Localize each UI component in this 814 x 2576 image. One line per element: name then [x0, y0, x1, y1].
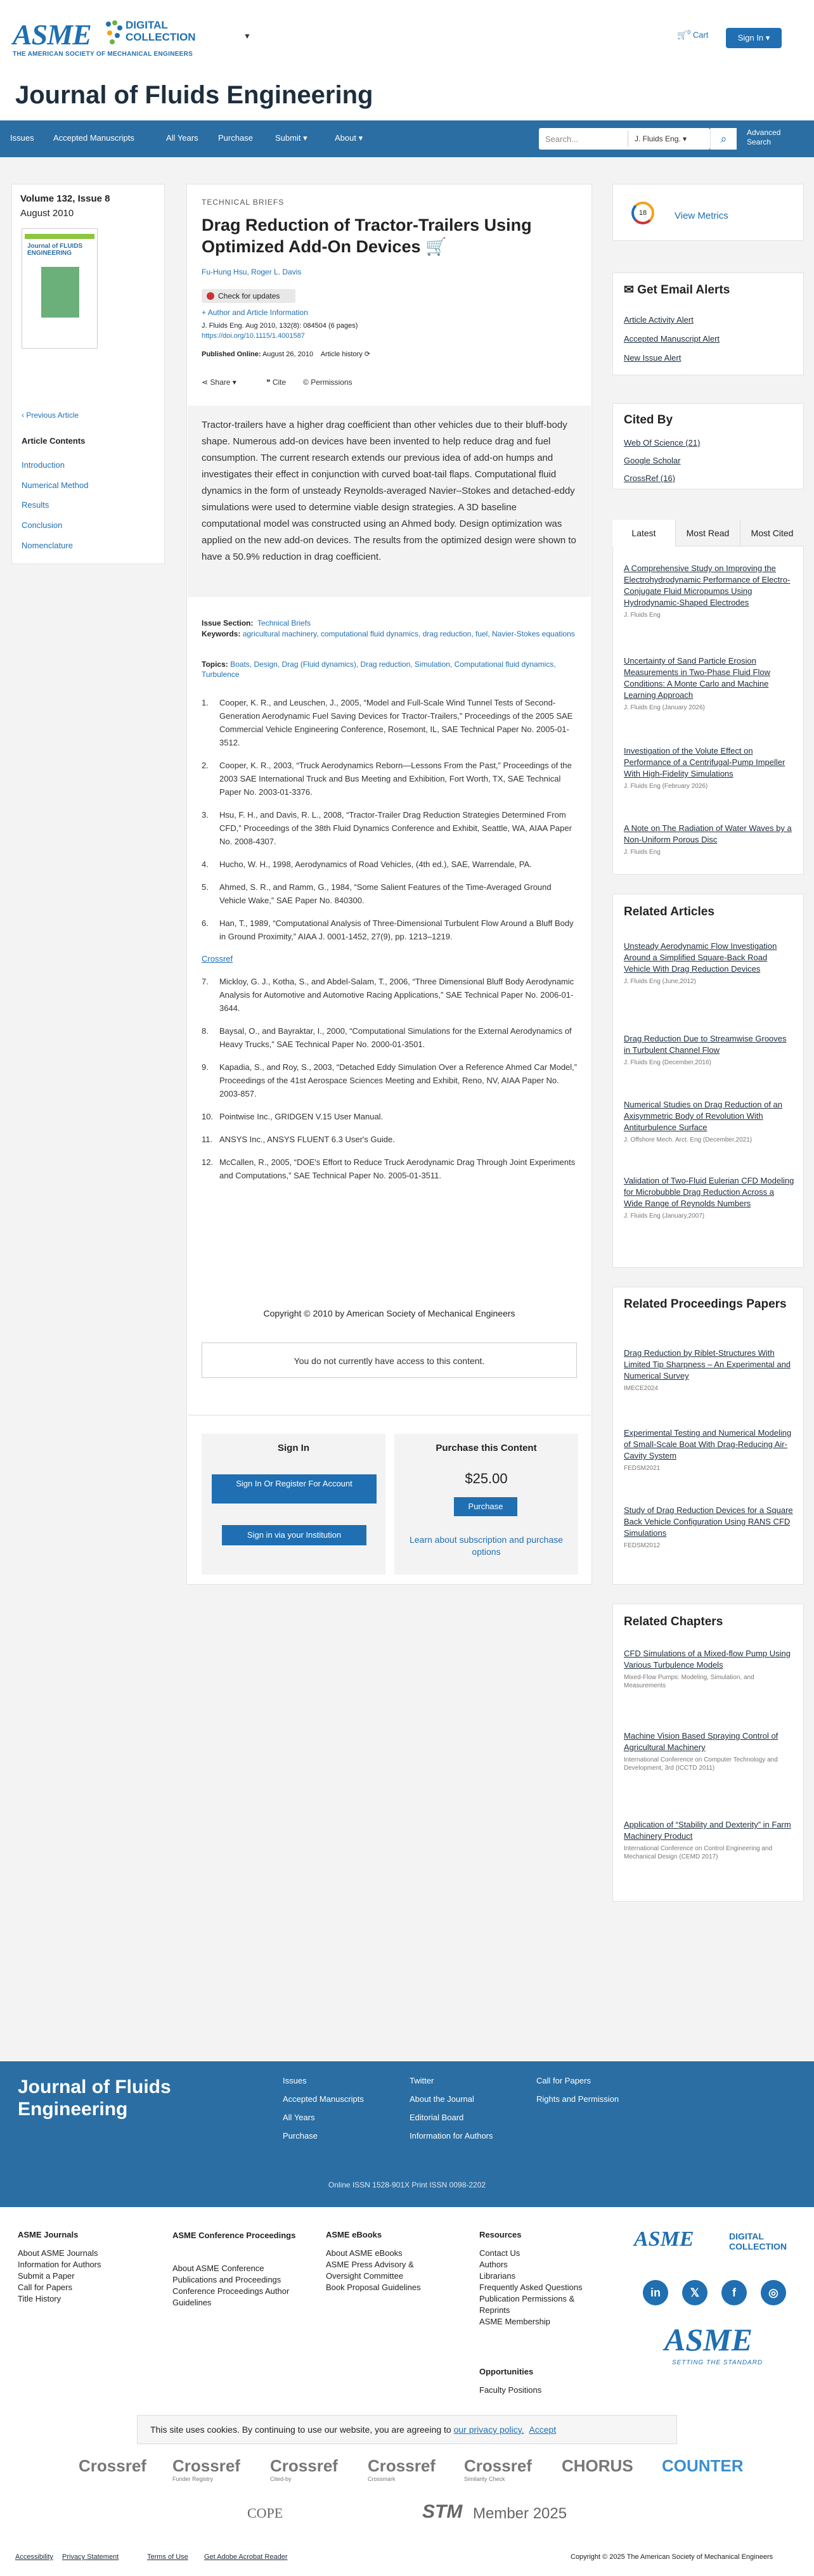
permissions-button[interactable]: © Permissions [303, 378, 352, 387]
article-history-link[interactable]: Article history [320, 351, 363, 358]
asme-main-logo: ASME [664, 2322, 753, 2357]
nav-issues[interactable]: Issues [10, 133, 34, 143]
footer-link[interactable]: Issues [283, 2076, 307, 2085]
reference-item: 5. Ahmed, S. R., and Ramm, G., 1984, “Some Salient Features of the Time-Averaged Ground Vehicle Wake,” SAE Paper No. 840300. [202, 882, 552, 905]
nav-submit[interactable]: Submit ▾ [275, 133, 307, 143]
toc-conclusion[interactable]: Conclusion [22, 520, 63, 530]
facebook-icon[interactable]: f [721, 2280, 747, 2305]
footer-journals-list: About ASME Journals Information for Authors Submit a Paper Call for Papers Title History [18, 2248, 101, 2303]
stm-logo[interactable]: STM [422, 2501, 463, 2522]
crossmark-logo[interactable]: Crossref Crossmark [368, 2456, 436, 2482]
nav-accepted-manuscripts[interactable]: Accepted Manuscripts [53, 133, 134, 143]
reference-item: 6. Han, T., 1989, “Computational Analysis of Three-Dimensional Turbulent Flow Around a Bluff Body in Ground Proximity,” AIAA J. 0001-1452, 27(9), pp. 1213–1219. Crossref [202, 917, 578, 965]
footer-journal-title: Journal of Fluids Engineering [18, 2077, 171, 2120]
doi-link[interactable]: https://doi.org/10.1115/1.4001587 [202, 332, 305, 340]
list-item: Numerical Studies on Drag Reduction of an Axisymmetric Body of Revolution With Antiturbulence Surface J. Offshore Mech. Arct. Eng (December,2021) [624, 1100, 783, 1143]
purchase-button[interactable]: Purchase [454, 1497, 517, 1516]
footer-link[interactable]: Information for Authors [410, 2131, 493, 2141]
nav-purchase[interactable]: Purchase [218, 133, 253, 143]
issn: Online ISSN 1528-901X Print ISSN 0098-2202 [328, 2180, 486, 2189]
nav-about[interactable]: About ▾ [335, 133, 363, 143]
terms-link[interactable]: Terms of Use [147, 2553, 188, 2561]
references-list [202, 696, 578, 1192]
search-input[interactable]: Search... [545, 134, 579, 144]
list-item: Uncertainty of Sand Particle Erosion Measurements in Two-Phase Fluid Flow Conditions: A Monte Carlo and Machine Learning Approach J. Fluids Eng (January 2026) [624, 656, 770, 711]
institution-sign-in-button[interactable]: Sign in via your Institution [222, 1525, 366, 1545]
logo-digital-collection: DIGITAL COLLECTION [126, 19, 196, 43]
footer-conf-heading: ASME Conference Proceedings [172, 2231, 296, 2240]
footer-resources-list: Contact Us Authors Librarians Frequently Asked Questions Publication Permissions & Reprints ASME Membership [479, 2248, 583, 2326]
reference-item: 1. Cooper, K. R., and Leuschen, J., 2005, “Model and Full-Scale Wind Tunnel Tests of Second-Generation Aerodynamic Fuel Saving Devices for Tractor-Trailers,” Proceedings of the 2005 SAE Commercial Vehicle Engineering Conference, Rosemont, IL, SAE Technical Paper No. 2005-01-3512. [202, 698, 573, 747]
linkedin-icon[interactable]: in [643, 2280, 668, 2305]
alert-accepted-manuscript[interactable]: Accepted Manuscript Alert [624, 334, 720, 344]
footer-link[interactable]: Accepted Manuscripts [283, 2094, 364, 2104]
citation-line: J. Fluids Eng. Aug 2010, 132(8): 084504 (6 pages) [202, 322, 358, 330]
quote-icon: ❝ [266, 378, 271, 387]
cart-link[interactable]: 🛒$^0$ Cart [677, 29, 709, 40]
logo-dots-icon [105, 19, 124, 47]
toc-nomenclature[interactable]: Nomenclature [22, 541, 73, 550]
cookie-banner: This site uses cookies. By continuing to use our website, you are agreeing to our privacy policy. Accept [137, 2415, 677, 2444]
authors[interactable]: Fu-Hung Hsu, Roger L. Davis [202, 267, 302, 276]
issue-volume[interactable]: Volume 132, Issue 8 [20, 193, 110, 204]
toc-results[interactable]: Results [22, 500, 49, 510]
accept-cookies-button[interactable]: Accept [529, 2425, 557, 2435]
share-button[interactable]: ⋖ Share ▾ [202, 378, 236, 387]
footer-resources-heading: Resources [479, 2230, 522, 2239]
footer-ebooks-list: About ASME eBooks ASME Press Advisory & Oversight Committee Book Proposal Guidelines [326, 2248, 421, 2292]
search-scope-select[interactable]: J. Fluids Eng. ▾ [628, 131, 710, 147]
instagram-icon[interactable]: ◎ [761, 2280, 786, 2305]
price: $25.00 [465, 1471, 508, 1486]
reference-item: 12. McCallen, R., 2005, “DOE's Effort to Reduce Truck Aerodynamic Drag Through Joint Experiments and Computations,” SAE Technical Paper No. 2005-01-3511. [202, 1157, 576, 1180]
reference-item: 7. Mickloy, G. J., Kotha, S., and Abdel-Salam, T., 2006, “Three Dimensional Bluff Body Aerodynamic Analysis for Automotive and Automotive Racing Applications,” SAE Technical Paper No. 2006-01-3644. [202, 977, 574, 1013]
list-item: Validation of Two-Fluid Eulerian CFD Modeling for Microbubble Drag Reduction Across a Wide Range of Reynolds Numbers J. Fluids Eng (January,2007) [624, 1176, 794, 1220]
issue-date: August 2010 [20, 208, 74, 219]
list-item: A Comprehensive Study on Improving the Electrohydrodynamic Performance of Electro-Conjugate Fluid Micropumps Using Hydrodynamic-Shaped Electrodes J. Fluids Eng [624, 564, 791, 619]
cope-logo[interactable]: COPE [247, 2505, 283, 2521]
list-item: Drag Reduction by Riblet-Structures With Limited Tip Sharpness – An Experimental and Numerical Survey IMECE2024 [624, 1348, 791, 1392]
published-online: Published Online: August 26, 2010 Article history ⟳ [202, 351, 371, 358]
citedby-crossref[interactable]: CrossRef (16) [624, 473, 675, 483]
issue-section: Issue Section: Technical Briefs [202, 619, 311, 628]
keywords: Keywords: agricultural machinery, computational fluid dynamics, drag reduction, fuel, Navier-Stokes equations [202, 629, 575, 638]
reference-item: 9. Kapadia, S., and Roy, S., 2003, “Detached Eddy Simulation Over a Reference Ahmed Car Model,” Proceedings of the 41st Aerospace Sciences Meeting and Exhibit, Reno, NV, AIAA Paper No. 2003-857. [202, 1062, 578, 1098]
tab-latest[interactable]: Latest [612, 520, 676, 546]
list-item: Machine Vision Based Spraying Control of Agricultural Machinery International Conference on Computer Technology and Development, 3rd (ICCTD 2011) [624, 1731, 778, 1772]
journal-title[interactable]: Journal of Fluids Engineering [15, 81, 373, 109]
footer-conf-list: About ASME Conference Publications and Proceedings Conference Proceedings Author Guidelines [172, 2264, 290, 2307]
citedby-wos[interactable]: Web Of Science (21) [624, 438, 701, 448]
envelope-icon: ✉ [624, 283, 634, 297]
footer-link[interactable]: All Years [283, 2113, 315, 2122]
list-item: Investigation of the Volute Effect on Performance of a Centrifugal-Pump Impeller With High-Fidelity Simulations J. Fluids Eng (February 2026) [624, 746, 785, 790]
learn-purchase-link[interactable]: Learn about subscription and purchase options [409, 1535, 564, 1557]
asme-tagline: SETTING THE STANDARD [672, 2359, 763, 2366]
advanced-search-link[interactable]: Advanced Search [747, 128, 781, 146]
reference-item: 10. Pointwise Inc., GRIDGEN V.15 User Manual. [202, 1112, 384, 1121]
adobe-reader-link[interactable]: Get Adobe Acrobat Reader [204, 2553, 288, 2561]
article-copyright: Copyright © 2010 by American Society of Mechanical Engineers [263, 1308, 515, 1318]
footer-link[interactable]: Editorial Board [410, 2113, 464, 2122]
crossref-link[interactable]: Crossref [202, 954, 233, 963]
reference-item: 4. Hucho, W. H., 1998, Aerodynamics of Road Vehicles, (4th ed.), SAE, Warrendale, PA. [202, 860, 532, 869]
article-contents-heading: Article Contents [22, 436, 86, 446]
footer-link[interactable]: Purchase [283, 2131, 318, 2141]
previous-article-link[interactable]: ‹ Previous Article [22, 411, 79, 420]
topics: Topics: Boats, Design, Drag (Fluid dynamics), Drag reduction, Simulation, Computational fluid dynamics, Turbulence [202, 660, 556, 679]
reference-item: 2. Cooper, K. R., 2003, “Truck Aerodynamics Reborn—Lessons From the Past,” Proceedings of the 2003 SAE International Truck and Bus Meeting and Exhibition, Fort Worth, TX, SAE Technical Paper No. 2003-01-3376. [202, 761, 572, 797]
footer-dc-logo: DIGITAL COLLECTION [729, 2231, 787, 2251]
footer-opportunities-heading: Opportunities [479, 2367, 534, 2376]
crossmark-icon [207, 292, 214, 300]
crossref-funder-logo[interactable]: Crossref Funder Registry [172, 2456, 240, 2482]
footer-journals-heading: ASME Journals [18, 2230, 79, 2239]
view-metrics-link[interactable]: View Metrics [675, 210, 728, 221]
similarity-check-logo[interactable]: Crossref Similarity Check [464, 2456, 532, 2482]
site-copyright: Copyright © 2025 The American Society of Mechanical Engineers [571, 2553, 773, 2561]
stm-member: Member 2025 [473, 2505, 567, 2522]
reference-item: 8. Baysal, O., and Bayraktar, I., 2000, “Computational Simulations for the External Aerodynamics of Heavy Trucks,” SAE Technical Paper No. 2000-01-3501. [202, 1026, 572, 1049]
related-articles-heading: Related Articles [624, 905, 714, 918]
no-access-notice: You do not currently have access to this content. [202, 1343, 577, 1378]
sign-in-button[interactable]: Sign In ▾ [726, 28, 782, 48]
list-item: Drag Reduction Due to Streamwise Grooves in Turbulent Channel Flow J. Fluids Eng (December,2016) [624, 1034, 787, 1066]
footer-link[interactable]: Rights and Permission [536, 2094, 619, 2104]
purchase-heading: Purchase this Content [436, 1443, 537, 1453]
footer-link[interactable]: Twitter [410, 2076, 434, 2085]
list-item: Experimental Testing and Numerical Modeling of Small-Scale Boat With Drag-Reducing Air-Cavity System FEDSM2021 [624, 1428, 792, 1472]
footer-ebooks-heading: ASME eBooks [326, 2230, 382, 2239]
abstract-text: Tractor-trailers have a higher drag coefficient than other vehicles due to their bluff-body shape. Numerous add-on devices have been invented to help reduce drag and fuel consumption. The current research extends our previous idea of add-on humps and investigates their effect in conjunction with curved boat-tail flaps. Computational fluid dynamics in the form of unsteady Reynolds-averaged Navier–Stokes and detached-eddy simulations were used to determine viable design strategies. A 3D baseline computational model was constructed using an Ahmed body. Design optimization was applied on the new add-on devices. The results from the optimized design were shown to have a 50.9% reduction in drag coefficient. [202, 420, 576, 562]
footer-link[interactable]: About the Journal [410, 2094, 474, 2104]
list-item: Study of Drag Reduction Devices for a Square Back Vehicle Configuration Using RANS CFD Simulations FEDSM2012 [624, 1505, 793, 1549]
copyright-icon: © [303, 378, 309, 387]
toc-introduction[interactable]: Introduction [22, 460, 65, 470]
related-chapters-heading: Related Chapters [624, 1615, 723, 1628]
crossref-citedby-logo[interactable]: Crossref Cited-by [270, 2456, 338, 2482]
logo-tagline: THE AMERICAN SOCIETY OF MECHANICAL ENGINEERS [13, 51, 193, 58]
privacy-statement-link[interactable]: Privacy Statement [62, 2553, 119, 2561]
logo-dropdown-icon[interactable]: ▼ [243, 32, 251, 41]
sign-in-register-button[interactable]: Sign In Or Register For Account [212, 1474, 377, 1504]
sign-in-heading: Sign In [278, 1443, 309, 1453]
asme-logo[interactable]: ASME [13, 18, 91, 51]
section-label: TECHNICAL BRIEFS [202, 198, 285, 207]
cited-by-heading: Cited By [624, 413, 673, 427]
alert-article-activity[interactable]: Article Activity Alert [624, 315, 694, 325]
list-item: Unsteady Aerodynamic Flow Investigation Around a Simplified Square-Back Road Vehicle With Drag Reduction Devices J. Fluids Eng (June,2012) [624, 941, 777, 985]
accessibility-link[interactable]: Accessibility [15, 2553, 53, 2561]
list-item: CFD Simulations of a Mixed-flow Pump Using Various Turbulence Models Mixed-Flow Pumps: Modeling, Simulation, and Measurements [624, 1649, 791, 1689]
footer-faculty-link[interactable]: Faculty Positions [479, 2385, 542, 2395]
altmetric-badge[interactable]: 18 [631, 202, 654, 224]
cart-icon: 🛒 [677, 30, 688, 40]
toc-numerical-method[interactable]: Numerical Method [22, 480, 89, 490]
check-for-updates-button[interactable]: Check for updates [202, 289, 295, 303]
chorus-logo[interactable]: CHORUS [562, 2456, 633, 2475]
list-item: A Note on The Radiation of Water Waves by a Non-Uniform Porous Disc J. Fluids Eng [624, 823, 792, 856]
history-icon: ⟳ [364, 351, 371, 358]
cart-icon[interactable]: 🛒 [425, 237, 447, 256]
author-article-info-link[interactable]: + Author and Article Information [202, 308, 308, 317]
reference-item: 11. ANSYS Inc., ANSYS FLUENT 6.3 User's Guide. [202, 1135, 395, 1144]
related-proceedings-heading: Related Proceedings Papers [624, 1298, 787, 1311]
footer-asme-logo[interactable]: ASME [634, 2227, 694, 2251]
search-icon[interactable]: ⌕ [710, 128, 737, 150]
reference-item: 3. Hsu, F. H., and Davis, R. L., 2008, “Tractor-Trailer Drag Reduction Strategies Determined From CFD,” Proceedings of the 38th Fluid Dynamics Conference and Exhibit, Seattle, WA, AIAA Paper No. 2008-4307. [202, 810, 572, 846]
journal-cover[interactable]: Journal of FLUIDS ENGINEERING [22, 228, 98, 349]
share-icon: ⋖ [202, 378, 209, 387]
alert-new-issue[interactable]: New Issue Alert [624, 353, 682, 363]
privacy-policy-link[interactable]: our privacy policy. [453, 2425, 524, 2435]
tab-most-read[interactable]: Most Read [676, 520, 740, 546]
citedby-google[interactable]: Google Scholar [624, 456, 681, 465]
footer-link[interactable]: Call for Papers [536, 2076, 591, 2085]
article-title: Drag Reduction of Tractor-Trailers Using Optimized Add-On Devices 🛒 [202, 216, 532, 256]
sign-in-box [202, 1434, 385, 1575]
list-item: Application of “Stability and Dexterity” in Farm Machinery Product International Conference on Control Engineering and Mechanical Design (CEMD 2017) [624, 1820, 791, 1860]
tab-most-cited[interactable]: Most Cited [740, 520, 804, 546]
nav-all-years[interactable]: All Years [166, 133, 198, 143]
crossref-logo[interactable]: Crossref [79, 2456, 146, 2475]
email-alerts-heading: ✉ Get Email Alerts [624, 283, 730, 297]
counter-logo[interactable]: COUNTER [662, 2456, 744, 2475]
x-twitter-icon[interactable]: 𝕏 [682, 2280, 707, 2305]
cite-button[interactable]: ❝ Cite [266, 378, 287, 387]
